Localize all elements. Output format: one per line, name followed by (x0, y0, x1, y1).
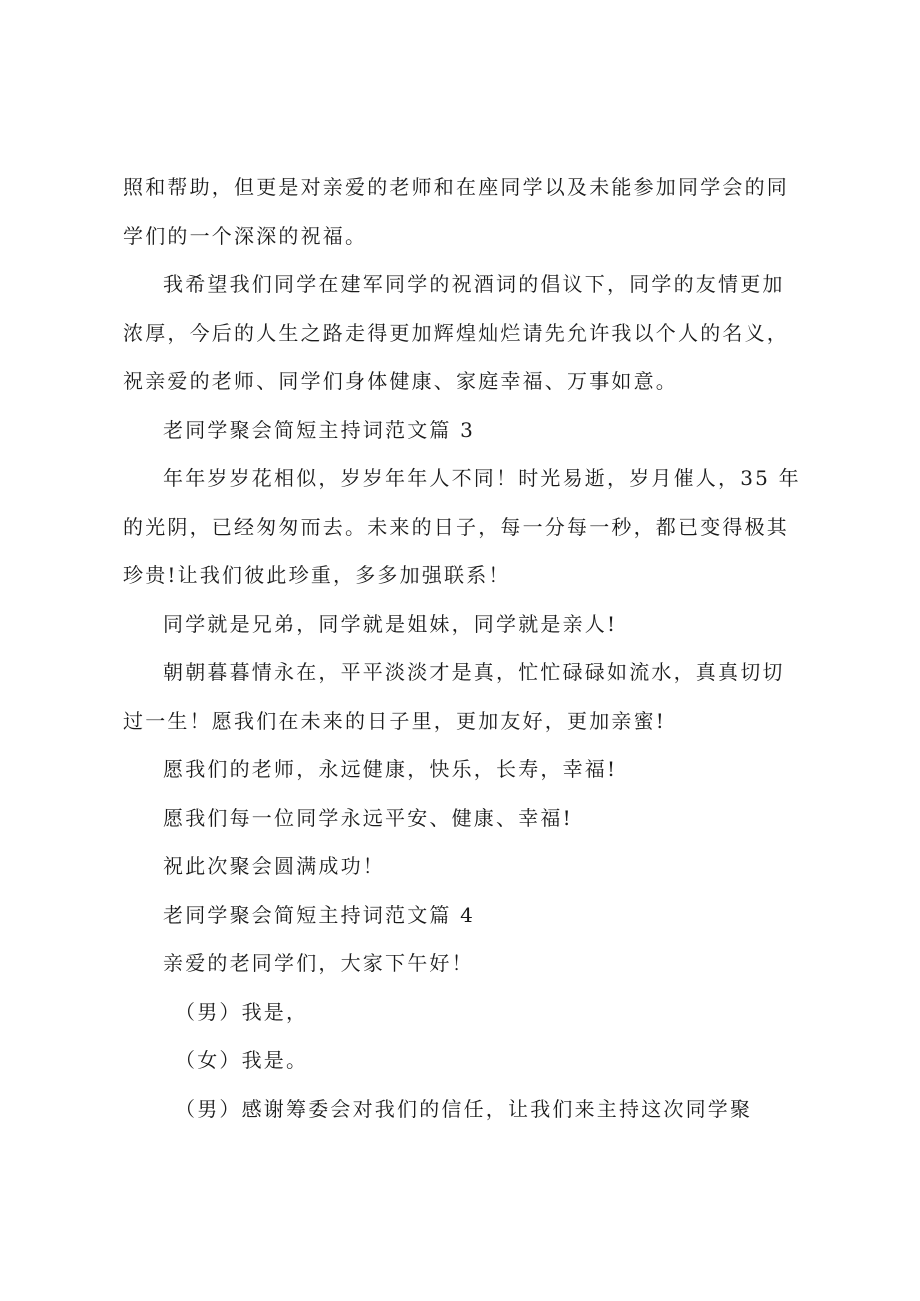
section-heading-4 (123, 891, 823, 940)
text-line: 年年岁岁花相似，岁岁年年人不同！时光易逝，岁月催人，35 年 (163, 466, 801, 490)
text-line: 愿我们的老师，永远健康，快乐，长寿，幸福! (163, 757, 618, 781)
text-line: 照和帮助，但更是对亲爱的老师和在座同学以及未能参加同学会的同 (123, 175, 789, 199)
text-line: （女）我是。 (175, 1048, 309, 1072)
paragraph-4 (123, 600, 823, 649)
text-line: 祝此次聚会圆满成功！ (163, 854, 385, 878)
text-line: 同学就是兄弟，同学就是姐妹，同学就是亲人! (163, 611, 618, 636)
text-line: （男）感谢筹委会对我们的信任，让我们来主持这次同学聚 (175, 1096, 753, 1121)
text-line: 祝亲爱的老师、同学们身体健康、家庭幸福、万事如意。 (123, 369, 678, 393)
heading-line: 老同学聚会简短主持词范文篇 4 (163, 902, 476, 927)
text-line: （男）我是， (175, 999, 309, 1024)
paragraph-11 (123, 1036, 823, 1085)
paragraph-6 (123, 745, 823, 794)
text-line: 珍贵!让我们彼此珍重，多多加强联系！ (123, 563, 511, 587)
paragraph-3 (123, 454, 823, 600)
text-line: 愿我们每一位同学永远平安、健康、幸福! (163, 805, 573, 830)
text-line: 浓厚，今后的人生之路走得更加辉煌灿烂请先允许我以个人的名义， (123, 320, 789, 345)
text-line: 的光阴，已经匆匆而去。未来的日子，每一分每一秒，都已变得极其 (123, 514, 789, 539)
text-line: 过一生！愿我们在未来的日子里，更加友好，更加亲蜜! (123, 708, 667, 733)
heading-line: 老同学聚会简短主持词范文篇 3 (163, 417, 476, 442)
document-body (123, 163, 823, 1133)
paragraph-12 (123, 1085, 823, 1134)
text-line: 朝朝暮暮情永在，平平淡淡才是真，忙忙碌碌如流水，真真切切 (163, 660, 785, 684)
paragraph-8 (123, 842, 823, 891)
text-line: 学们的一个深深的祝福。 (123, 223, 368, 248)
paragraph-5 (123, 648, 823, 745)
section-heading-3 (123, 406, 823, 455)
paragraph-7 (123, 794, 823, 843)
text-line: 我希望我们同学在建军同学的祝酒词的倡议下，同学的友情更加 (163, 272, 785, 296)
paragraph-9 (123, 939, 823, 988)
text-line: 亲爱的老同学们，大家下午好！ (163, 951, 474, 975)
paragraph-2 (123, 260, 823, 406)
paragraph-1 (123, 163, 823, 260)
paragraph-10 (123, 988, 823, 1037)
